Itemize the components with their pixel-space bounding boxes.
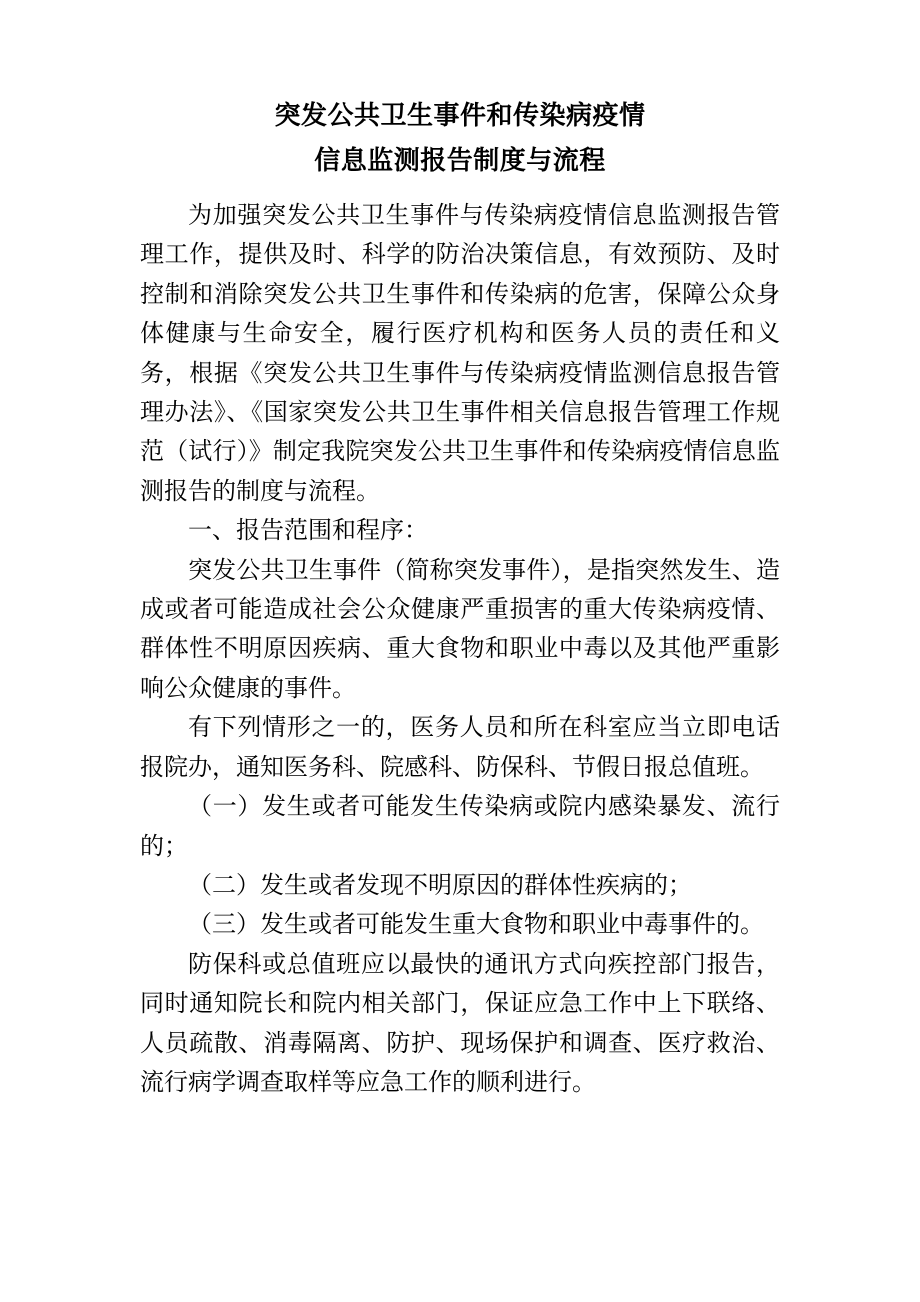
document-title-line-1: 突发公共卫生事件和传染病疫情 (274, 101, 646, 131)
document-body (140, 196, 780, 1102)
paragraph-response-procedure: 防保科或总值班应以最快的通讯方式向疾控部门报告，同时通知院长和院内相关部门，保证应急工作中上下联络、人员疏散、消毒隔离、防护、现场保护和调查、医疗救治、流行病学调查取样等应急工作的顺利进行。 (140, 949, 780, 1096)
list-item-condition-3: （三）发生或者可能发生重大食物和职业中毒事件的。 (188, 910, 764, 939)
list-item-condition-2: （二）发生或者发现不明原因的群体性疾病的； (188, 870, 692, 899)
document-title-line-2: 信息监测报告制度与流程 (314, 146, 606, 176)
list-item-condition-1: （一）发生或者可能发生传染病或院内感染暴发、流行的； (140, 792, 780, 860)
paragraph-intro: 为加强突发公共卫生事件与传染病疫情信息监测报告管理工作，提供及时、科学的防治决策信息，有效预防、及时控制和消除突发公共卫生事件和传染病的危害，保障公众身体健康与生命安全，履行医疗机构和医务人员的责任和义务，根据《突发公共卫生事件与传染病疫情监测信息报告管理办法》、《国家突发公共卫生事件相关信息报告管理工作规范（试行）》制定我院突发公共卫生事件和传染病疫情信息监测报告的制度与流程。 (140, 201, 780, 505)
paragraph-definition: 突发公共卫生事件（简称突发事件），是指突然发生、造成或者可能造成社会公众健康严重损害的重大传染病疫情、群体性不明原因疾病、重大食物和职业中毒以及其他严重影响公众健康的事件。 (140, 555, 780, 702)
section-heading-reporting-scope: 一、报告范围和程序： (188, 516, 428, 545)
paragraph-reporting-conditions: 有下列情形之一的，医务人员和所在科室应当立即电话报院办，通知医务科、院感科、防保科、节假日报总值班。 (140, 713, 780, 781)
